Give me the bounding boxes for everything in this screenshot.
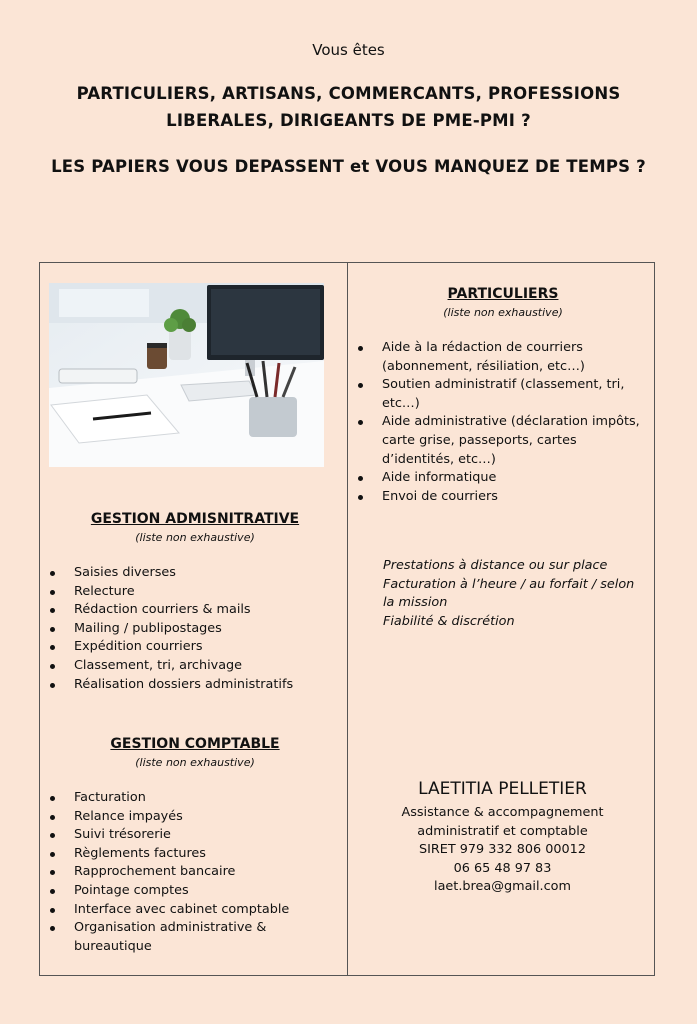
particuliers-section-subtitle: (liste non exhaustive) [443, 306, 563, 319]
list-item: Mailing / publipostages [50, 620, 342, 639]
column-divider [347, 263, 348, 975]
note-line: Facturation à l’heure / au forfait / selon la mission [383, 576, 635, 611]
headline-audience: PARTICULIERS, ARTISANS, COMMERCANTS, PROFESSIONS LIBERALES, DIRIGEANTS DE PME-PMI ? [76, 84, 621, 130]
contact-phone: 06 65 48 97 83 [453, 860, 552, 876]
compta-list [50, 789, 342, 956]
list-item: Aide à la rédaction de courriers (abonnement, résiliation, etc…) [358, 339, 650, 376]
note-line: Fiabilité & discrétion [383, 613, 515, 629]
list-item: Relance impayés [50, 808, 342, 827]
note-line: Prestations à distance ou sur place [383, 558, 608, 573]
headline-question: LES PAPIERS VOUS DEPASSENT et VOUS MANQUEZ DE TEMPS ? [51, 157, 646, 176]
list-item: Rédaction courriers & mails [50, 601, 342, 620]
intro-text: Vous êtes [312, 41, 385, 59]
list-item: Suivi trésorerie [50, 826, 342, 845]
contact-name: LAETITIA PELLETIER [418, 779, 587, 799]
compta-section-subtitle: (liste non exhaustive) [135, 756, 255, 769]
list-item: Saisies diverses [50, 564, 342, 583]
contact-tagline: Assistance & accompagnement [401, 805, 604, 820]
office-desk-image [49, 283, 324, 467]
list-item: Pointage comptes [50, 882, 342, 901]
list-item: Organisation administrative & bureautique [50, 919, 342, 956]
contact-email: laet.brea@gmail.com [434, 879, 571, 895]
contact-siret: SIRET 979 332 806 00012 [419, 842, 586, 858]
list-item: Relecture [50, 583, 342, 602]
list-item: Soutien administratif (classement, tri, etc…) [358, 376, 650, 413]
list-item: Aide informatique [358, 469, 650, 488]
contact-tagline: administratif et comptable [417, 823, 588, 839]
particuliers-list [358, 339, 650, 506]
list-item: Expédition courriers [50, 638, 342, 657]
list-item: Réalisation dossiers administratifs [50, 676, 342, 695]
compta-section-title: GESTION COMPTABLE [110, 736, 280, 752]
service-notes [383, 557, 648, 631]
admin-list [50, 564, 342, 694]
list-item: Classement, tri, archivage [50, 657, 342, 676]
list-item: Envoi de courriers [358, 488, 650, 507]
list-item: Aide administrative (déclaration impôts, carte grise, passeports, cartes d’identités, etc…) [358, 413, 650, 469]
list-item: Interface avec cabinet comptable [50, 901, 342, 920]
contact-block [370, 776, 635, 897]
particuliers-section-title: PARTICULIERS [447, 286, 559, 302]
list-item: Facturation [50, 789, 342, 808]
list-item: Règlements factures [50, 845, 342, 864]
services-box [39, 262, 655, 976]
admin-section-subtitle: (liste non exhaustive) [135, 531, 255, 544]
list-item: Rapprochement bancaire [50, 863, 342, 882]
admin-section-title: GESTION ADMISNITRATIVE [90, 511, 300, 527]
